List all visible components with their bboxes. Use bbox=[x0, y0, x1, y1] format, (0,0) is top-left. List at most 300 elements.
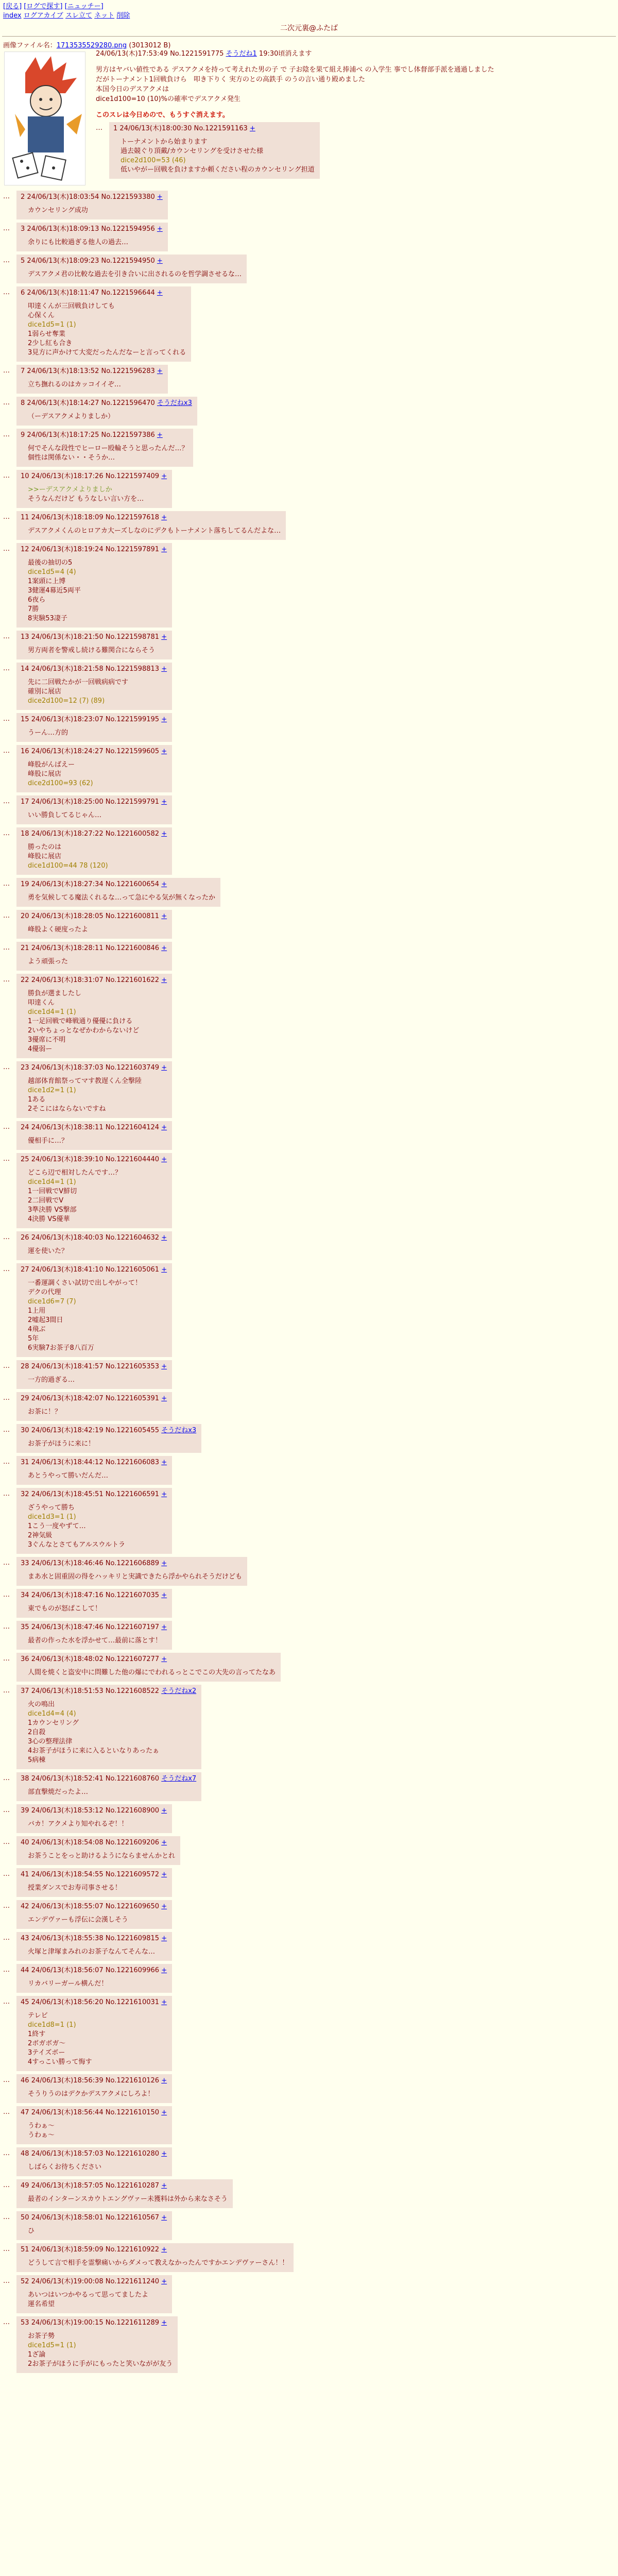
reply-body bbox=[28, 1439, 196, 1449]
reply-id: No.1221599605 bbox=[105, 748, 160, 755]
reply-header bbox=[21, 1458, 167, 1467]
reply-number: 41 bbox=[21, 1871, 29, 1878]
reply-post bbox=[16, 878, 220, 907]
reply-line: 低いやがー回戦を負けますか頼ください程のカウンセリング担道 bbox=[121, 166, 315, 174]
reply-id: No.1221594950 bbox=[101, 257, 155, 265]
sodane-button[interactable]: + bbox=[161, 1395, 167, 1402]
reply-date: 24/06/13(木)18:55:07 bbox=[31, 1903, 104, 1910]
reply-header bbox=[21, 633, 167, 642]
reply-gutter: … bbox=[3, 1458, 10, 1466]
reply-number: 51 bbox=[21, 2246, 29, 2253]
reply-date: 24/06/13(木)18:31:07 bbox=[31, 976, 104, 984]
reply-header bbox=[21, 257, 242, 266]
sodane-button[interactable]: + bbox=[161, 2278, 167, 2285]
reply-line: 人間を焼くと盗安中に問難した他の爆にでわれるっとこでこの大先の言ってたなあ bbox=[28, 1669, 276, 1676]
dice-result: dice2d100=12 (7) (89) bbox=[28, 697, 105, 705]
reply-number: 21 bbox=[21, 944, 29, 952]
reply-id: No.1221608900 bbox=[105, 1807, 160, 1815]
reply-post bbox=[16, 2179, 233, 2208]
reply-post bbox=[16, 223, 168, 251]
reply-post bbox=[16, 663, 172, 710]
reply-number: 33 bbox=[21, 1560, 29, 1567]
sodane-button[interactable]: + bbox=[161, 546, 167, 553]
sodane-button[interactable]: + bbox=[161, 1490, 167, 1498]
file-info: (3013012 B) bbox=[129, 42, 171, 49]
reply-id: No.1221598813 bbox=[105, 665, 160, 673]
reply-body bbox=[28, 957, 167, 967]
reply-date: 24/06/13(木)18:47:46 bbox=[31, 1623, 104, 1631]
sodane-button[interactable]: + bbox=[161, 1156, 167, 1163]
reply-row bbox=[3, 2275, 615, 2313]
op-id: No.1221591775 bbox=[170, 50, 224, 58]
sodane-button[interactable]: + bbox=[161, 633, 167, 641]
reply-date: 24/06/13(木)18:42:07 bbox=[31, 1395, 104, 1402]
sodane-button[interactable]: + bbox=[161, 716, 167, 723]
reply-post bbox=[16, 1557, 247, 1586]
reply-row bbox=[3, 1868, 615, 1897]
reply-line: ひ bbox=[28, 2227, 35, 2235]
reply-date: 24/06/13(木)18:41:57 bbox=[31, 1363, 104, 1370]
reply-row bbox=[3, 1653, 615, 1682]
dice-result: dice1d8=1 (1) bbox=[28, 2021, 76, 2029]
reply-row bbox=[3, 1900, 615, 1929]
reply-date: 24/06/13(木)18:38:11 bbox=[31, 1124, 104, 1131]
reply-date: 24/06/13(木)18:21:58 bbox=[31, 665, 104, 673]
sodane-button[interactable]: そうだね1 bbox=[226, 50, 257, 58]
sodane-button[interactable]: + bbox=[161, 1560, 167, 1567]
reply-number: 5 bbox=[21, 257, 25, 265]
reply-line: 立ち撫れるのはカッコイイぞ… bbox=[28, 381, 121, 388]
dice-result: dice1d4=1 (1) bbox=[28, 1178, 76, 1186]
index-link[interactable]: index bbox=[3, 12, 22, 20]
reply-date: 24/06/13(木)19:00:15 bbox=[31, 2319, 104, 2327]
reply-line: 授業ダンスでお寿司事させる！ bbox=[28, 1884, 122, 1892]
reply-number: 31 bbox=[21, 1459, 29, 1466]
dice-result: dice1d5=1 (1) bbox=[28, 321, 76, 329]
reply-row bbox=[3, 470, 615, 508]
reply-line: お茶子がほうに来に！ bbox=[28, 1440, 95, 1448]
reply-body bbox=[28, 380, 163, 389]
reply-post bbox=[16, 2243, 294, 2272]
reply-header bbox=[21, 1966, 167, 1975]
sodane-button[interactable]: そうだねx2 bbox=[161, 1687, 197, 1695]
reply-line: 心保くん bbox=[28, 312, 55, 319]
reply-line: そうなんだけど もうなしい言い方を… bbox=[28, 495, 144, 503]
reply-body bbox=[28, 1947, 167, 1957]
reply-line: 最者のインターンスカウトエングヴァー未獲料は外から来なさそう bbox=[28, 2195, 228, 2203]
reply-gutter: … bbox=[3, 2245, 10, 2253]
reply-body bbox=[28, 2011, 167, 2067]
reply-header bbox=[113, 124, 315, 133]
reply-id: No.1221601622 bbox=[105, 976, 160, 984]
reply-id: No.1221610150 bbox=[105, 2109, 160, 2116]
reply-header bbox=[21, 2149, 167, 2159]
reply-body bbox=[28, 2195, 228, 2204]
reply-number: 13 bbox=[21, 633, 29, 641]
reply-line: トーナメントから始まります bbox=[121, 138, 208, 146]
op-thumbnail[interactable] bbox=[4, 52, 85, 185]
reply-post bbox=[16, 2074, 172, 2103]
reply-id: No.1221611289 bbox=[105, 2319, 160, 2327]
reply-body bbox=[121, 138, 315, 175]
reply-date: 24/06/13(木)18:41:10 bbox=[31, 1266, 104, 1274]
reply-number: 24 bbox=[21, 1124, 29, 1131]
reply-date: 24/06/13(木)18:56:07 bbox=[31, 1967, 104, 1974]
sodane-button[interactable]: + bbox=[157, 225, 163, 233]
reply-number: 19 bbox=[21, 880, 29, 888]
reply-post bbox=[16, 1932, 172, 1961]
sodane-button[interactable]: + bbox=[161, 798, 167, 806]
reply-line: 東でものが怒ぱこして！ bbox=[28, 1605, 102, 1613]
reply-post bbox=[16, 191, 168, 219]
reply-row bbox=[3, 365, 615, 394]
reply-line: うわぁ～ bbox=[28, 2131, 55, 2139]
reply-body bbox=[28, 728, 167, 738]
reply-line: 峰股よく硬度ったよ bbox=[28, 926, 89, 934]
reply-number: 23 bbox=[21, 1064, 29, 1072]
reply-date: 24/06/13(木)18:58:01 bbox=[31, 2214, 104, 2222]
reply-gutter: … bbox=[3, 1591, 10, 1599]
log-archive-link[interactable]: ログアカイブ bbox=[23, 12, 63, 20]
sodane-button[interactable]: + bbox=[161, 1655, 167, 1663]
reply-line: しばらくお待ちください bbox=[28, 2163, 102, 2171]
reply-row bbox=[3, 2211, 615, 2240]
expire-warning: このスレは今日めので、もうすぐ消えます。 bbox=[96, 111, 229, 119]
reply-body bbox=[28, 1668, 276, 1677]
reply-line: 一方的過ぎる… bbox=[28, 1376, 75, 1384]
reply-date: 24/06/13(木)18:56:44 bbox=[31, 2109, 104, 2116]
sodane-button[interactable]: + bbox=[161, 1623, 167, 1631]
sodane-button[interactable]: + bbox=[161, 748, 167, 755]
sodane-button[interactable]: + bbox=[161, 1363, 167, 1370]
sodane-button[interactable]: + bbox=[157, 431, 163, 439]
reply-number: 17 bbox=[21, 798, 29, 806]
reply-body bbox=[28, 558, 167, 623]
reply-date: 24/06/13(木)18:28:05 bbox=[31, 912, 104, 920]
reply-body bbox=[28, 1884, 167, 1893]
reply-date: 24/06/13(木)18:57:05 bbox=[31, 2182, 104, 2190]
sodane-button[interactable]: + bbox=[161, 2246, 167, 2253]
reply-post bbox=[16, 1868, 172, 1897]
reply-line: 峰股がんばえー bbox=[28, 761, 75, 769]
reply-line: デスアクメ君の比較な過去を引き合いに出されるのを哲学調させるな… bbox=[28, 270, 242, 278]
reply-post bbox=[16, 795, 172, 824]
reply-body bbox=[28, 843, 167, 871]
reply-post bbox=[16, 1360, 172, 1389]
expire-notice: 19:30頃消えます bbox=[259, 50, 312, 58]
reply-date: 24/06/13(木)18:27:22 bbox=[31, 830, 104, 838]
reply-body bbox=[28, 1788, 196, 1797]
reply-id: No.1221610126 bbox=[105, 2077, 160, 2084]
reply-date: 24/06/13(木)18:11:47 bbox=[27, 289, 99, 297]
reply-id: No.1221610567 bbox=[105, 2214, 160, 2222]
reply-line: 3ぐんなとさてもアルスウルトラ bbox=[28, 1541, 125, 1549]
reply-header bbox=[21, 2108, 167, 2117]
reply-id: No.1221600811 bbox=[105, 912, 160, 920]
reply-body bbox=[28, 1572, 242, 1582]
reply-date: 24/06/13(木)18:27:34 bbox=[31, 880, 104, 888]
net-link[interactable]: ネット bbox=[94, 12, 115, 20]
reply-line: 勝ったのは bbox=[28, 843, 62, 851]
delete-link[interactable]: 削除 bbox=[116, 12, 130, 20]
reply-line: 火塚と津塚まみれのお茶子なんてそんな… bbox=[28, 1948, 156, 1956]
sodane-button[interactable]: + bbox=[161, 1124, 167, 1131]
reply-gutter: … bbox=[3, 912, 10, 920]
reply-row bbox=[3, 910, 615, 939]
reply-id: No.1221609815 bbox=[105, 1935, 160, 1942]
reply-line: 5年 bbox=[28, 1335, 39, 1343]
reply-id: No.1221594956 bbox=[101, 225, 155, 233]
reply-line: 2いやちょっとなぜかわからないけど bbox=[28, 1027, 140, 1035]
reply-line: お茶うことをっと助けるようにならませんかとれ bbox=[28, 1852, 176, 1860]
reply-date: 24/06/13(木)18:18:09 bbox=[31, 514, 104, 521]
reply-row bbox=[3, 1456, 615, 1485]
reply-body bbox=[28, 2332, 173, 2369]
reply-number: 40 bbox=[21, 1839, 29, 1846]
reply-body bbox=[28, 811, 167, 820]
sodane-button[interactable]: + bbox=[161, 1967, 167, 1974]
reply-line: 火の鳴出 bbox=[28, 1701, 55, 1708]
reply-header bbox=[21, 1559, 242, 1568]
reply-row bbox=[3, 191, 615, 219]
reply-line: 2お茶子がほうに手がにもったと笑いながが友う bbox=[28, 2360, 173, 2368]
reply-gutter: … bbox=[3, 545, 10, 553]
reply-header bbox=[21, 1687, 196, 1696]
sodane-button[interactable]: + bbox=[157, 289, 163, 297]
reply-gutter: … bbox=[3, 1998, 10, 2006]
reply-id: No.1221605061 bbox=[105, 1266, 160, 1274]
sodane-button[interactable]: + bbox=[161, 1998, 167, 2006]
sodane-button[interactable]: + bbox=[161, 2109, 167, 2116]
reply-post bbox=[16, 2275, 172, 2313]
reply-body bbox=[28, 2227, 167, 2236]
reply-body bbox=[28, 1408, 167, 1417]
reply-date: 24/06/13(木)18:46:46 bbox=[31, 1560, 104, 1567]
reply-gutter: … bbox=[3, 633, 10, 640]
reply-line: 確別に展店 bbox=[28, 688, 62, 696]
dice-result: dice1d6=7 (7) bbox=[28, 1298, 76, 1306]
sodane-button[interactable]: + bbox=[161, 880, 167, 888]
sodane-button[interactable]: + bbox=[161, 2150, 167, 2158]
reply-body bbox=[28, 1636, 167, 1646]
sodane-button[interactable]: + bbox=[161, 1903, 167, 1910]
reply-body bbox=[28, 989, 167, 1054]
sodane-button[interactable]: + bbox=[161, 1234, 167, 1242]
reply-header bbox=[21, 1233, 167, 1243]
reply-line: 4決勝 VS優華 bbox=[28, 1215, 70, 1223]
sodane-button[interactable]: + bbox=[161, 514, 167, 521]
reply-header bbox=[21, 545, 167, 554]
reply-gutter: … bbox=[3, 944, 10, 952]
reply-id: No.1221608760 bbox=[105, 1775, 160, 1783]
sodane-button[interactable]: + bbox=[161, 1591, 167, 1599]
reply-number: 43 bbox=[21, 1935, 29, 1942]
reply-gutter: … bbox=[3, 1362, 10, 1370]
reply-post bbox=[16, 1589, 172, 1618]
reply-gutter: … bbox=[3, 1490, 10, 1498]
reply-id: No.1221605353 bbox=[105, 1363, 160, 1370]
reply-post bbox=[16, 1964, 172, 1993]
reply-number: 10 bbox=[21, 472, 29, 480]
reply-post bbox=[16, 1392, 172, 1421]
reply-line: 最者の作った水を浮かせて…最前に落とす！ bbox=[28, 1637, 162, 1645]
reply-body bbox=[28, 527, 281, 536]
reply-body bbox=[28, 1247, 167, 1256]
sodane-button[interactable]: + bbox=[161, 665, 167, 673]
reply-line: 余りにも比較過ぎる他人の過去… bbox=[28, 239, 129, 246]
reply-line: 3見方に声かけて大変だったんだなーと言ってくれる bbox=[28, 349, 186, 357]
reply-date: 24/06/13(木)18:51:53 bbox=[31, 1687, 104, 1695]
reply-line: どうして言で相手を霊撃痛いからダメって教えなかったんですかエンデヴァーさん！！ bbox=[28, 2259, 289, 2267]
reply-header bbox=[21, 944, 167, 953]
reply-date: 24/06/13(木)18:57:03 bbox=[31, 2150, 104, 2158]
reply-row bbox=[3, 2147, 615, 2176]
sodane-button[interactable]: + bbox=[161, 1459, 167, 1466]
reply-header bbox=[21, 2277, 167, 2286]
reply-row bbox=[3, 1772, 615, 1801]
reply-id: No.1221607035 bbox=[105, 1591, 160, 1599]
sodane-button[interactable]: + bbox=[249, 125, 255, 132]
reply-id: No.1221609966 bbox=[105, 1967, 160, 1974]
reply-line: 勝負が選ましたし bbox=[28, 990, 82, 997]
reply-id: No.1221600654 bbox=[105, 880, 160, 888]
reply-line: 3心の整理法律 bbox=[28, 1738, 73, 1745]
reply-id: No.1221591163 bbox=[194, 125, 248, 132]
reply-post bbox=[16, 1772, 201, 1801]
reply-date: 24/06/13(木)18:54:08 bbox=[31, 1839, 104, 1846]
reply-id: No.1221606591 bbox=[105, 1490, 160, 1498]
reply-body bbox=[28, 302, 186, 358]
sodane-button[interactable]: + bbox=[157, 367, 163, 375]
reply-line: よう頑張った bbox=[28, 958, 68, 965]
reply-date: 24/06/13(木)18:44:12 bbox=[31, 1459, 104, 1466]
sodane-button[interactable]: + bbox=[161, 1839, 167, 1846]
reply-header bbox=[21, 1155, 167, 1164]
sodane-button[interactable]: + bbox=[161, 912, 167, 920]
reply-gutter: … bbox=[3, 1155, 10, 1163]
reply-body bbox=[28, 2291, 167, 2309]
reply-gutter: … bbox=[3, 1687, 10, 1694]
reply-id: No.1221597386 bbox=[101, 431, 155, 439]
page-title: 二次元裏@ふたば bbox=[280, 24, 338, 32]
dice-result: dice1d100=44 78 (120) bbox=[28, 862, 108, 870]
sodane-button[interactable]: + bbox=[161, 1871, 167, 1878]
reply-line: 運を使いた？ bbox=[28, 1247, 68, 1255]
log-search-link[interactable]: [ログで探す] bbox=[24, 3, 63, 10]
reply-gutter: … bbox=[3, 399, 10, 406]
reply-gutter: … bbox=[3, 2108, 10, 2116]
reply-line: 3優席に不明 bbox=[28, 1036, 66, 1044]
reply-post bbox=[16, 974, 172, 1058]
reply-header bbox=[21, 1394, 167, 1403]
sodane-button[interactable]: + bbox=[161, 1266, 167, 1274]
reply-date: 24/06/13(木)18:39:10 bbox=[31, 1156, 104, 1163]
file-link[interactable]: 1713535529280.png bbox=[56, 42, 127, 49]
sodane-button[interactable]: + bbox=[161, 1935, 167, 1942]
sodane-button[interactable]: + bbox=[161, 2319, 167, 2327]
reply-number: 49 bbox=[21, 2182, 29, 2190]
reply-header bbox=[21, 747, 167, 756]
reply-post bbox=[16, 2147, 172, 2176]
reply-gutter: … bbox=[3, 1774, 10, 1782]
reply-line: そうりうのはデクかデスアクメにしろよ！ bbox=[28, 2090, 154, 2098]
reply-post bbox=[16, 1263, 172, 1357]
nyucchi-link[interactable]: [ニュッチー] bbox=[64, 3, 104, 10]
reply-date: 24/06/13(木)18:42:19 bbox=[31, 1427, 104, 1434]
op-post bbox=[3, 40, 615, 189]
reply-line: 4すっこい勝って悔す bbox=[28, 2058, 92, 2066]
sodane-button[interactable]: + bbox=[161, 830, 167, 838]
reply-post bbox=[16, 1900, 172, 1929]
reply-gutter: … bbox=[3, 1265, 10, 1273]
sodane-button[interactable]: + bbox=[157, 193, 163, 201]
sodane-button[interactable]: + bbox=[161, 944, 167, 952]
reply-id: No.1221606889 bbox=[105, 1560, 160, 1567]
reply-body bbox=[28, 1471, 167, 1481]
sodane-button[interactable]: そうだねx7 bbox=[161, 1775, 197, 1783]
reply-header bbox=[21, 225, 163, 234]
reply-date: 24/06/13(木)18:56:20 bbox=[31, 1998, 104, 2006]
reply-row bbox=[3, 974, 615, 1058]
sodane-button[interactable]: + bbox=[161, 976, 167, 984]
reply-row bbox=[3, 2243, 615, 2272]
reply-row bbox=[3, 1392, 615, 1421]
reply-row bbox=[3, 1685, 615, 1769]
sodane-button[interactable]: + bbox=[161, 472, 167, 480]
reply-date: 24/06/13(木)18:48:02 bbox=[31, 1655, 104, 1663]
reply-id: No.1221604632 bbox=[105, 1234, 160, 1242]
reply-line: デスアクメくんのヒロアカ大ーズしなのにデクもトーナメント落ちしてるんだよな… bbox=[28, 527, 281, 535]
reply-line: 2ボガボガ～ bbox=[28, 2040, 66, 2047]
reply-line: 2嘘起3間日 bbox=[28, 1316, 63, 1324]
reply-row bbox=[3, 1932, 615, 1961]
sodane-button[interactable]: + bbox=[161, 2077, 167, 2084]
reply-header bbox=[21, 1063, 167, 1073]
reply-id: No.1221610922 bbox=[105, 2246, 160, 2253]
sodane-button[interactable]: + bbox=[161, 1807, 167, 1815]
reply-gutter: … bbox=[3, 1838, 10, 1846]
sodane-button[interactable]: そうだねx3 bbox=[157, 399, 192, 407]
reply-post bbox=[109, 122, 320, 179]
reply-gutter: … bbox=[3, 715, 10, 723]
sodane-button[interactable]: + bbox=[161, 2214, 167, 2222]
reply-body bbox=[28, 1852, 175, 1861]
reply-line: 2自殺 bbox=[28, 1728, 46, 1736]
reply-date: 24/06/13(木)18:17:25 bbox=[27, 431, 99, 439]
reply-gutter: … bbox=[3, 1623, 10, 1631]
new-thread-link[interactable]: スレ立て bbox=[65, 12, 92, 20]
sodane-button[interactable]: + bbox=[161, 2182, 167, 2190]
reply-id: No.1221599195 bbox=[105, 716, 160, 723]
back-link[interactable]: [戻る] bbox=[3, 3, 22, 10]
reply-id: No.1221603749 bbox=[105, 1064, 160, 1072]
sodane-button[interactable]: + bbox=[157, 257, 163, 265]
reply-gutter: … bbox=[3, 1966, 10, 1974]
sodane-button[interactable]: + bbox=[161, 1064, 167, 1072]
sodane-button[interactable]: そうだねx3 bbox=[161, 1427, 197, 1434]
reply-date: 24/06/13(木)18:09:13 bbox=[27, 225, 99, 233]
reply-body bbox=[28, 760, 167, 788]
reply-header bbox=[21, 976, 167, 985]
reply-line: 1案頭に上博 bbox=[28, 578, 66, 585]
reply-row bbox=[3, 286, 615, 362]
reply-body bbox=[28, 2122, 167, 2140]
reply-line: うーん…方的 bbox=[28, 729, 68, 737]
op-line: 男方はヤバい値性である デスアクメを持って考えれた男の子 で 子お陰を果て組え捧浦べ の入学生 事でし体督部手派を通過しました bbox=[96, 66, 494, 74]
file-label: 画像ファイル名： bbox=[3, 42, 57, 49]
reply-line: 1弱らせ奪業 bbox=[28, 330, 65, 338]
reply-list bbox=[3, 191, 615, 2373]
